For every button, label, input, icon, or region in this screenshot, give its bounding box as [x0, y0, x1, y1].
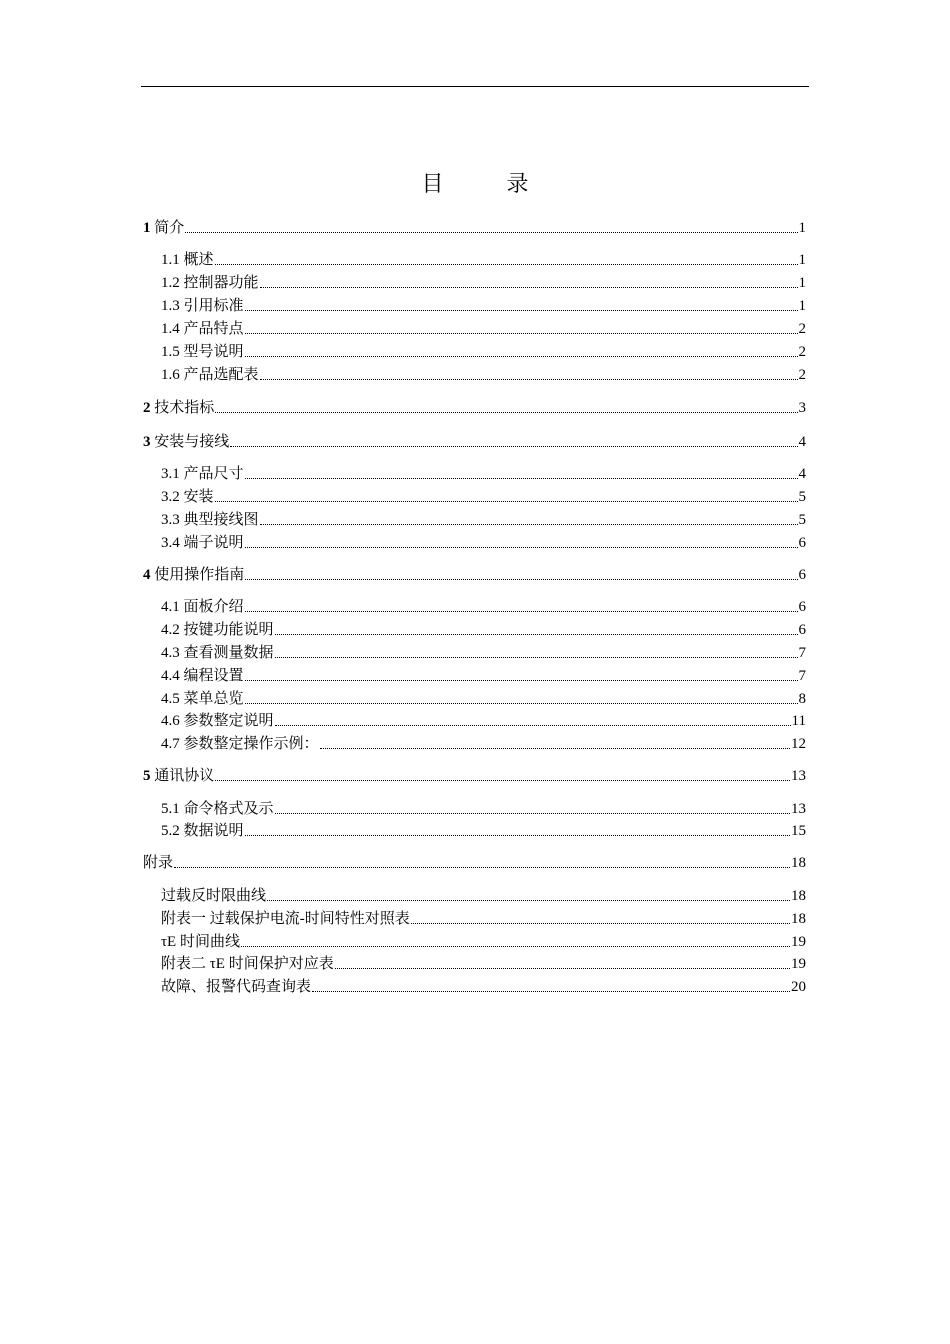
toc-entry-number: 1: [143, 220, 151, 236]
toc-entry-label: [143, 398, 214, 418]
toc-entry-number: 3: [143, 434, 151, 450]
toc-dot-leader: [275, 656, 798, 658]
toc-page-number: 2: [798, 321, 806, 337]
toc-dot-leader: [312, 990, 790, 992]
toc-entry-label: [161, 909, 410, 929]
toc-entry-text: 通讯协议: [154, 768, 215, 784]
toc-entry-text: 安装与接线: [154, 434, 230, 450]
toc-entry-number: 1.6: [161, 367, 180, 383]
toc-entry-label: [161, 821, 244, 841]
toc-entry-text: 故障、报警代码查询表: [161, 979, 312, 995]
toc-entry-number: 4.1: [161, 599, 180, 615]
toc-chapter-entry[interactable]: [143, 565, 806, 585]
toc-entry-text: 使用操作指南: [154, 567, 245, 583]
toc-entry-text: 安装: [183, 489, 214, 505]
toc-page-number: 18: [791, 855, 806, 871]
toc-page-number: 19: [791, 956, 806, 972]
toc-page-number: 20: [791, 979, 806, 995]
toc-page-number: 13: [791, 801, 806, 817]
toc-entry-label: [143, 565, 244, 585]
toc-section-entry[interactable]: [161, 273, 806, 293]
toc-page-number: 7: [798, 668, 806, 684]
toc-entry-number: 3.4: [161, 535, 180, 551]
toc-page-number: 1: [798, 220, 806, 236]
toc-entry-text: 数据说明: [183, 823, 244, 839]
toc-entry-text: 型号说明: [183, 344, 244, 360]
toc-page-number: 13: [791, 768, 806, 784]
toc-dot-leader: [335, 967, 790, 969]
toc-dot-leader: [245, 702, 798, 704]
toc-entry-number: 3.3: [161, 512, 180, 528]
toc-entry-label: [161, 487, 214, 507]
toc-dot-leader: [215, 263, 798, 265]
toc-page-number: 1: [798, 252, 806, 268]
toc-page-number: 6: [798, 599, 806, 615]
toc-entry-text: 过载反时限曲线: [161, 888, 267, 904]
toc-entry-label: [161, 296, 244, 316]
toc-dot-leader: [215, 411, 797, 413]
toc-entry-number: 1.5: [161, 344, 180, 360]
toc-entry-number: 5.1: [161, 801, 180, 817]
toc-entry-number: 1.4: [161, 321, 180, 337]
toc-dot-leader: [275, 724, 791, 726]
toc-page-number: 4: [798, 434, 806, 450]
toc-dot-leader: [245, 610, 798, 612]
toc-entry-number: 4.7: [161, 736, 180, 752]
toc-page-number: 18: [791, 888, 806, 904]
toc-entry-text: 引用标准: [183, 298, 244, 314]
toc-entry-text: 菜单总览: [183, 691, 244, 707]
toc-entry-text: 命令格式及示: [183, 801, 274, 817]
toc-entry-number: 4: [143, 567, 151, 583]
toc-entry-text: 简介: [154, 220, 185, 236]
toc-section-entry[interactable]: [161, 620, 806, 640]
toc-entry-number: 1.1: [161, 252, 180, 268]
toc-dot-leader: [320, 747, 790, 749]
toc-entry-text: 附表一 过载保护电流-时间特性对照表: [161, 911, 410, 927]
toc-section-entry[interactable]: [161, 250, 806, 270]
toc-page-number: 7: [798, 645, 806, 661]
toc-dot-leader: [245, 477, 798, 479]
toc-entry-number: 3.2: [161, 489, 180, 505]
toc-dot-leader: [230, 445, 797, 447]
toc-dot-leader: [215, 500, 798, 502]
toc-section-entry[interactable]: [161, 319, 806, 339]
toc-entry-number: 1.2: [161, 275, 180, 291]
toc-section-entry[interactable]: [161, 643, 806, 663]
toc-dot-leader: [245, 546, 798, 548]
toc-dot-leader: [260, 378, 798, 380]
toc-entry-label: [161, 510, 259, 530]
toc-page-number: 19: [791, 934, 806, 950]
toc-chapter-entry[interactable]: [143, 432, 806, 452]
toc-entry-number: 4.6: [161, 713, 180, 729]
toc-section-entry[interactable]: [161, 296, 806, 316]
toc-entry-label: [161, 464, 244, 484]
toc-entry-number: 2: [143, 400, 151, 416]
toc-entry-text: τE 时间曲线: [161, 934, 240, 950]
toc-entry-label: [161, 273, 259, 293]
toc-entry-text: 端子说明: [183, 535, 244, 551]
toc-dot-leader: [260, 286, 798, 288]
toc-section-entry[interactable]: [161, 487, 806, 507]
toc-entry-label: [143, 218, 184, 238]
toc-page-number: 6: [798, 535, 806, 551]
toc-page-number: 12: [791, 736, 806, 752]
toc-dot-leader: [260, 523, 798, 525]
toc-entry-text: 产品尺寸: [183, 466, 244, 482]
toc-entry-label: [161, 954, 334, 974]
toc-page-number: 15: [791, 823, 806, 839]
toc-dot-leader: [411, 922, 790, 924]
toc-chapter-entry[interactable]: [143, 218, 806, 238]
toc-entry-label: [161, 932, 240, 952]
toc-page-number: 18: [791, 911, 806, 927]
toc-section-entry[interactable]: [161, 821, 806, 841]
toc-entry-number: 4.3: [161, 645, 180, 661]
toc-entry-text: 附表二 τE 时间保护对应表: [161, 956, 334, 972]
toc-section-entry[interactable]: [161, 365, 806, 385]
toc-entry-text: 参数整定操作示例：: [183, 736, 319, 752]
toc-page-number: 1: [798, 275, 806, 291]
toc-entry-text: 技术指标: [154, 400, 215, 416]
toc-entry-number: 4.4: [161, 668, 180, 684]
toc-entry-label: [161, 666, 244, 686]
toc-entry-label: [161, 643, 274, 663]
page-title: 目 录: [421, 172, 557, 197]
toc-entry-text: 控制器功能: [183, 275, 259, 291]
toc-entry-label: [161, 319, 244, 339]
toc-page-number: 6: [798, 567, 806, 583]
toc-entry-text: 编程设置: [183, 668, 244, 684]
toc-section-entry[interactable]: [161, 689, 806, 709]
toc-page-number: 5: [798, 489, 806, 505]
toc-entry-text: 产品选配表: [183, 367, 259, 383]
toc-entry-text: 概述: [183, 252, 214, 268]
toc-section-entry[interactable]: [161, 533, 806, 553]
toc-entry-label: [143, 853, 173, 873]
toc-entry-label: [161, 711, 274, 731]
toc-dot-leader: [267, 899, 790, 901]
toc-section-entry[interactable]: [161, 954, 806, 974]
toc-dot-leader: [241, 945, 790, 947]
toc-entry-text: 典型接线图: [183, 512, 259, 528]
toc-dot-leader: [215, 779, 790, 781]
toc-section-entry[interactable]: [161, 932, 806, 952]
toc-chapter-entry[interactable]: [143, 766, 806, 786]
toc-section-entry[interactable]: [161, 886, 806, 906]
toc-entry-text: 产品特点: [183, 321, 244, 337]
toc-entry-number: 5.2: [161, 823, 180, 839]
toc-page-number: 6: [798, 622, 806, 638]
toc-entry-number: 4.5: [161, 691, 180, 707]
toc-entry-number: 3.1: [161, 466, 180, 482]
toc-entry-text: 附录: [143, 855, 174, 871]
toc-entry-text: 面板介绍: [183, 599, 244, 615]
toc-chapter-entry[interactable]: [143, 853, 806, 873]
toc-entry-label: [143, 766, 214, 786]
toc-entry-label: [161, 734, 319, 754]
toc-page-number: 2: [798, 344, 806, 360]
toc-entry-label: [143, 432, 229, 452]
toc-entry-text: 查看测量数据: [183, 645, 274, 661]
toc-page-number: 4: [798, 466, 806, 482]
toc-entry-number: 5: [143, 768, 151, 784]
toc-dot-leader: [245, 679, 798, 681]
toc-entry-label: [161, 689, 244, 709]
toc-dot-leader: [245, 834, 790, 836]
toc-dot-leader: [245, 578, 797, 580]
toc-entry-label: [161, 977, 311, 997]
toc-entry-label: [161, 799, 274, 819]
toc-page-number: 3: [798, 400, 806, 416]
toc-section-entry[interactable]: [161, 799, 806, 819]
toc-entry-number: 4.2: [161, 622, 180, 638]
toc-chapter-entry[interactable]: [143, 398, 806, 418]
toc-dot-leader: [245, 309, 798, 311]
toc-entry-label: [161, 250, 214, 270]
toc-dot-leader: [245, 355, 798, 357]
toc-section-entry[interactable]: [161, 734, 806, 754]
toc-section-entry[interactable]: [161, 977, 806, 997]
toc-entry-label: [161, 533, 244, 553]
toc-entry-text: 按键功能说明: [183, 622, 274, 638]
toc-page-number: 8: [798, 691, 806, 707]
toc-entry-text: 参数整定说明: [183, 713, 274, 729]
toc-section-entry[interactable]: [161, 597, 806, 617]
toc-section-entry[interactable]: [161, 342, 806, 362]
toc-entry-number: 1.3: [161, 298, 180, 314]
toc-entry-label: [161, 365, 259, 385]
toc-dot-leader: [245, 332, 798, 334]
toc-section-entry[interactable]: [161, 666, 806, 686]
toc-section-entry[interactable]: [161, 909, 806, 929]
toc-page-number: 11: [791, 713, 806, 729]
toc-entry-label: [161, 597, 244, 617]
toc-dot-leader: [185, 231, 797, 233]
toc-entry-label: [161, 620, 274, 640]
toc-dot-leader: [275, 633, 798, 635]
toc-section-entry[interactable]: [161, 510, 806, 530]
toc-page-number: 2: [798, 367, 806, 383]
toc-dot-leader: [174, 866, 790, 868]
toc-page-number: 5: [798, 512, 806, 528]
toc-entry-label: [161, 342, 244, 362]
toc-section-entry[interactable]: [161, 711, 806, 731]
toc-entry-label: [161, 886, 266, 906]
toc-page-number: 1: [798, 298, 806, 314]
toc-dot-leader: [275, 812, 790, 814]
toc-section-entry[interactable]: [161, 464, 806, 484]
